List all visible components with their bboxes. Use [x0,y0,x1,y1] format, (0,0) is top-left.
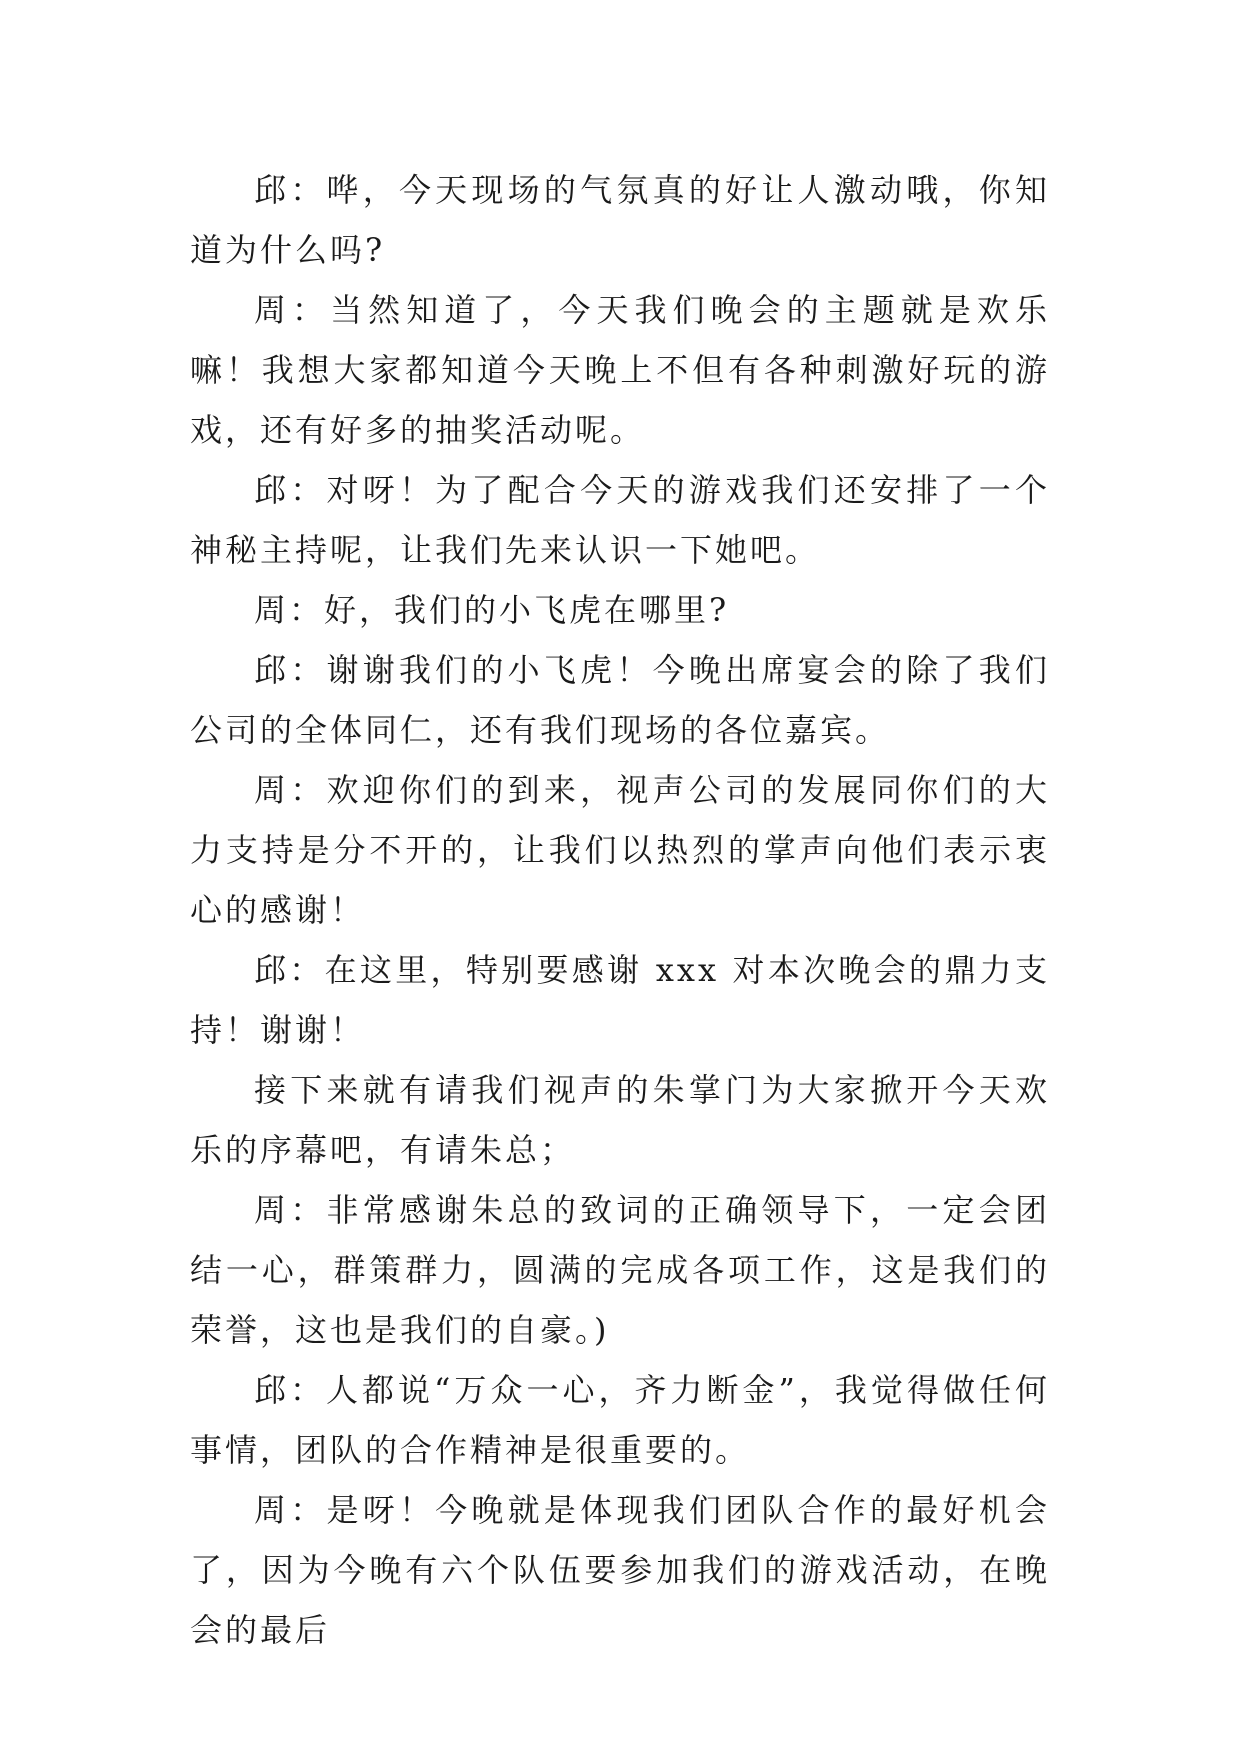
paragraph: 周：好，我们的小飞虎在哪里? [254,591,730,629]
paragraph: 周：欢迎你们的到来，视声公司的发展同你们的大力支持是分不开的，让我们以热烈的掌声向他们表示衷心的感谢！ [190,771,1050,929]
paragraph: 邱：人都说“万众一心，齐力断金”，我觉得做任何事情，团队的合作精神是很重要的。 [190,1371,1050,1469]
paragraph: 邱：在这里，特别要感谢 xxx 对本次晚会的鼎力支持！谢谢！ [190,951,1050,1049]
paragraph: 周：是呀！今晚就是体现我们团队合作的最好机会了，因为今晚有六个队伍要参加我们的游戏活动，在晚会的最后 [190,1491,1050,1649]
paragraph: 邱：哗，今天现场的气氛真的好让人激动哦，你知道为什么吗? [190,171,1050,269]
paragraph: 邱：对呀！为了配合今天的游戏我们还安排了一个神秘主持呢，让我们先来认识一下她吧。 [190,471,1050,569]
document-body [190,160,1050,1660]
paragraph: 周：当然知道了，今天我们晚会的主题就是欢乐嘛！我想大家都知道今天晚上不但有各种刺激好玩的游戏，还有好多的抽奖活动呢。 [190,291,1050,449]
paragraph: 接下来就有请我们视声的朱掌门为大家掀开今天欢乐的序幕吧，有请朱总； [190,1071,1050,1169]
paragraph: 邱：谢谢我们的小飞虎！今晚出席宴会的除了我们公司的全体同仁，还有我们现场的各位嘉宾。 [190,651,1050,749]
paragraph: 周：非常感谢朱总的致词的正确领导下，一定会团结一心，群策群力，圆满的完成各项工作，这是我们的荣誉，这也是我们的自豪。) [190,1191,1050,1349]
